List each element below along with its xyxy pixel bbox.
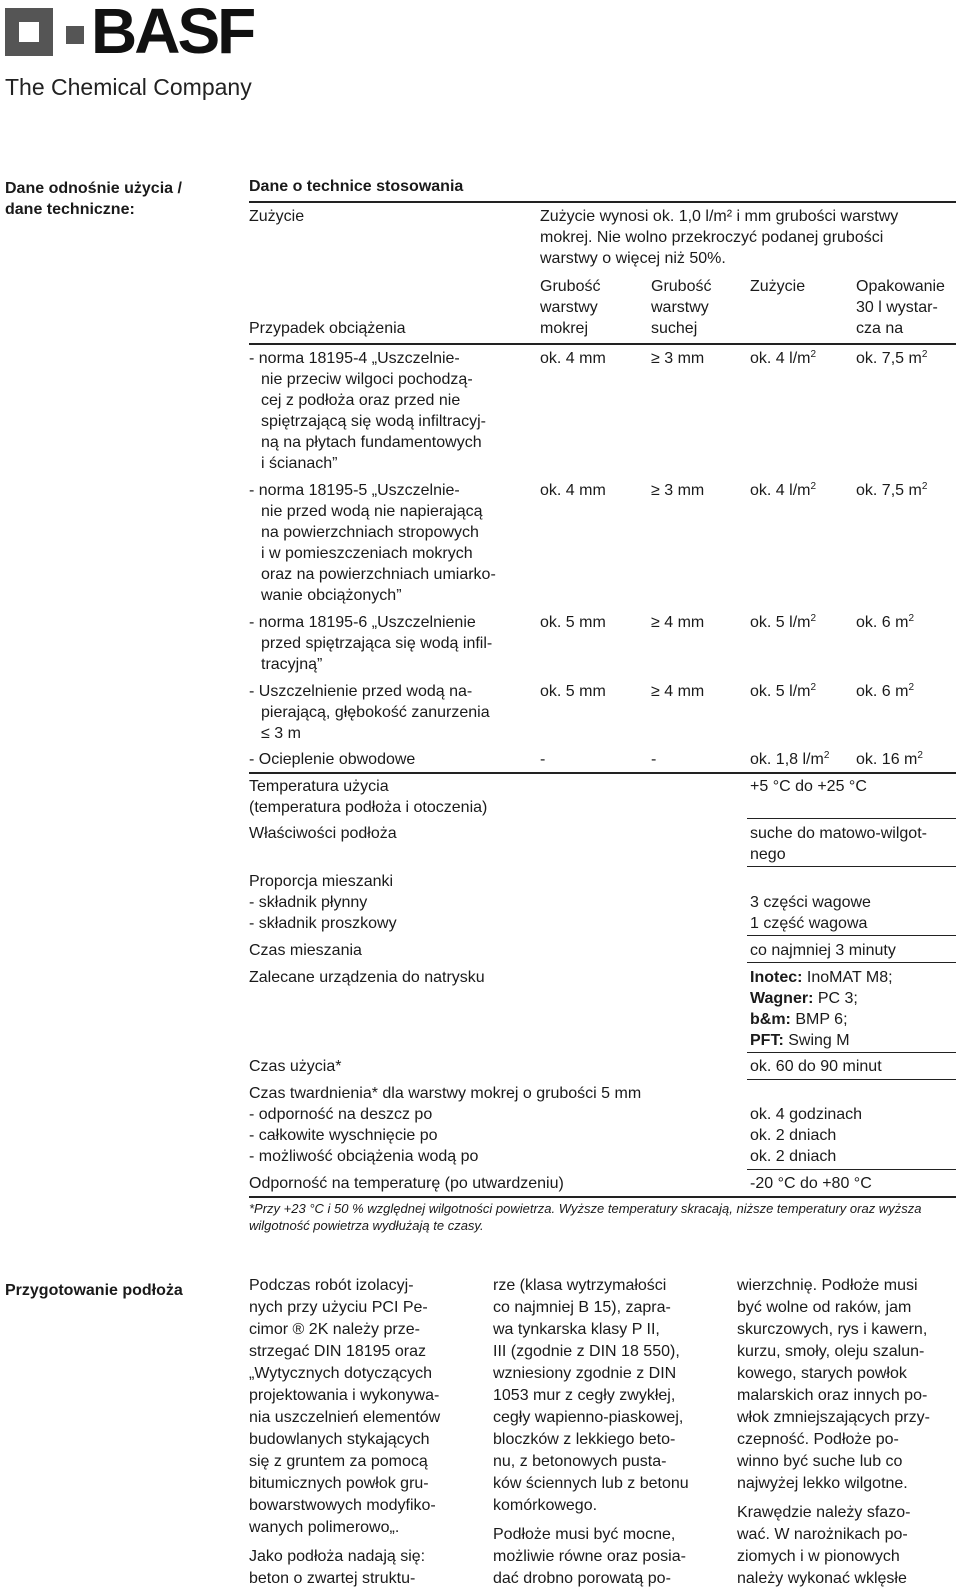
basf-logo xyxy=(5,0,267,67)
divider xyxy=(249,1196,956,1198)
cell-packaging: ok. 6 $m^2$ xyxy=(856,682,915,700)
divider xyxy=(249,343,956,345)
divider xyxy=(249,201,956,203)
row-label: - norma 18195-6 „Uszczelnienie przed spiętrzająca się wodą infil- tracyjną” xyxy=(249,614,493,673)
cell-wet: ok. 4 mm xyxy=(540,482,606,499)
prop-spray-devices-label: Zalecane urządzenia do natrysku xyxy=(249,969,485,986)
prop-pot-life-label: Czas użycia* xyxy=(249,1058,342,1075)
paragraph: rze (klasa wytrzymałości co najmniej B 15), zapra- wa tynkarska klasy P II, III (zgodnie z DIN 18 550), wzniesiony zgodnie z DIN 1053 mur z cegły zwykłej, cegły wapienno-piaskowej, bloczków z lekkiego beto- nu, z betonowych pusta- ków ściennych lub z betonu komórkowego. xyxy=(493,1277,689,1514)
header-wet-thickness: Grubość warstwy mokrej xyxy=(540,278,601,337)
cell-wet: ok. 4 mm xyxy=(540,350,606,367)
section-title-technical: Dane odnośnie użycia / dane techniczne: xyxy=(5,180,182,218)
cell-packaging: ok. 16 $m^2$ xyxy=(856,750,923,768)
company-tagline: The Chemical Company xyxy=(5,74,252,100)
paragraph: Jako podłoża nadają się: beton o zwartej struktu- xyxy=(249,1548,426,1587)
footnote: *Przy +23 °C i 50 % względnej wilgotności powietrza. Wyższe temperatury skracają, niższe temperatury oraz wyższa wilgotność powietrza wydłużają te czasy. xyxy=(249,1201,922,1233)
zuzycie-label: Zużycie xyxy=(249,208,305,225)
cell-packaging: ok. 6 $m^2$ xyxy=(856,613,915,631)
cell-dry: - xyxy=(651,751,657,768)
cell-dry: ≥ 3 mm xyxy=(651,482,705,499)
prop-temperature-resistance-label: Odporność na temperaturę (po utwardzeniu) xyxy=(249,1175,564,1192)
cell-consumption: ok. 5 $l/m^2$ xyxy=(750,613,817,631)
divider xyxy=(747,935,956,936)
text-column-3 xyxy=(737,1275,959,1590)
text-column-1 xyxy=(249,1275,471,1590)
cell-wet: - xyxy=(540,751,546,768)
divider xyxy=(747,1169,956,1170)
cell-packaging: ok. 7,5 $m^2$ xyxy=(856,481,928,499)
prop-substrate-value: suche do matowo-wilgot- nego xyxy=(750,825,927,863)
row-label: - Uszczelnienie przed wodą na- pierającą, głębokość zanurzenia ≤ 3 m xyxy=(249,683,490,742)
divider xyxy=(747,1052,956,1053)
prop-temperature-value: +5 °C do +25 °C xyxy=(750,778,867,795)
cell-consumption: ok. 4 $l/m^2$ xyxy=(750,481,817,499)
cell-consumption: ok. 4 $l/m^2$ xyxy=(750,349,817,367)
row-label: - Ocieplenie obwodowe xyxy=(249,751,416,768)
prop-curing-value: ok. 4 godzinach ok. 2 dniach ok. 2 dniach xyxy=(750,1106,863,1165)
divider xyxy=(747,818,956,819)
prop-temperature-resistance-value: -20 °C do +80 °C xyxy=(750,1175,872,1192)
paragraph: Krawędzie należy sfazo- wać. W narożnikach po- ziomych i w pionowych należy wykonać wklęsłe xyxy=(737,1504,911,1587)
row-label: - norma 18195-4 „Uszczelnie- nie przeciw wilgoci pochodzą- cej z podłoża oraz przed nie spiętrzającą się wodą infiltracyj- ną na płytach fundamentowych i ścianach” xyxy=(249,350,486,472)
prop-curing-label: Czas twardnienia* dla warstwy mokrej o grubości 5 mm - odporność na deszcz po - całkowite wyschnięcie po - możliwość obciążenia wodą po xyxy=(249,1085,642,1165)
cell-consumption: ok. 5 $l/m^2$ xyxy=(750,682,817,700)
prop-substrate-label: Właściwości podłoża xyxy=(249,825,397,842)
zuzycie-description: Zużycie wynosi ok. 1,0 l/m² i mm grubości warstwy mokrej. Nie wolno przekroczyć podanej grubości warstwy o więcej niż 50%. xyxy=(540,208,899,267)
prop-temperature-label: Temperatura użycia (temperatura podłoża i otoczenia) xyxy=(249,778,488,816)
text-column-2 xyxy=(493,1275,715,1590)
paragraph: wierzchnię. Podłoże musi być wolne od raków, jam skurczowych, rys i kawern, kurzu, smoły, oleju szalun- kowego, starych powłok malarskich oraz innych po- włok zmniejszających przy- czepność. Podłoże po- winno być suche lub co najwyżej lekko wilgotne. xyxy=(737,1277,930,1492)
prop-mix-ratio-value: 3 części wagowe 1 część wagowa xyxy=(750,894,871,932)
cell-packaging: ok. 7,5 $m^2$ xyxy=(856,349,928,367)
prop-spray-devices-value: Inotec: InoMAT M8; Wagner: PC 3; b&m: BMP 6; PFT: Swing M xyxy=(750,969,893,1049)
section-title-substrate: Przygotowanie podłoża xyxy=(5,1282,183,1299)
prop-mix-ratio-label: Proporcja mieszanki - składnik płynny - składnik proszkowy xyxy=(249,873,397,932)
logo-text: BASF xyxy=(91,0,254,67)
cell-dry: ≥ 4 mm xyxy=(651,614,705,631)
divider xyxy=(747,962,956,963)
cell-dry: ≥ 3 mm xyxy=(651,350,705,367)
header-packaging: Opakowanie 30 l wystar- cza na xyxy=(856,278,945,337)
header-load-case: Przypadek obciążenia xyxy=(249,320,406,337)
logo-square-small xyxy=(66,26,84,44)
logo-square-large xyxy=(5,8,53,56)
table-title: Dane o technice stosowania xyxy=(249,178,464,195)
prop-mixing-time-value: co najmniej 3 minuty xyxy=(750,942,896,959)
divider xyxy=(249,772,956,774)
prop-pot-life-value: ok. 60 do 90 minut xyxy=(750,1058,882,1075)
cell-dry: ≥ 4 mm xyxy=(651,683,705,700)
header-consumption: Zużycie xyxy=(750,278,806,295)
divider xyxy=(747,866,956,867)
header-dry-thickness: Grubość warstwy suchej xyxy=(651,278,712,337)
row-label: - norma 18195-5 „Uszczelnie- nie przed wodą nie napierającą na powierzchniach stropowych i w pomieszczeniach mokrych oraz na powierzchniach umiarko- wanie obciążonych” xyxy=(249,482,496,604)
cell-wet: ok. 5 mm xyxy=(540,683,606,700)
divider xyxy=(747,1079,956,1080)
cell-consumption: ok. 1,8 $l/m^2$ xyxy=(750,750,830,768)
paragraph: Podłoże musi być mocne, możliwie równe oraz posia- dać drobno porowatą po- xyxy=(493,1526,686,1587)
paragraph: Podczas robót izolacyj- nych przy użyciu PCI Pe- cimor ® 2K należy prze- strzegać DIN 18195 oraz „Wytycznych dotyczących projektowania i wykonywa- nia uszczelnień elementów budowlanych stykających się z gruntem za pomocą bitumicznych powłok gru- bowarstwowych modyfiko- wanych polimerowo„. xyxy=(249,1277,441,1536)
prop-mixing-time-label: Czas mieszania xyxy=(249,942,362,959)
cell-wet: ok. 5 mm xyxy=(540,614,606,631)
